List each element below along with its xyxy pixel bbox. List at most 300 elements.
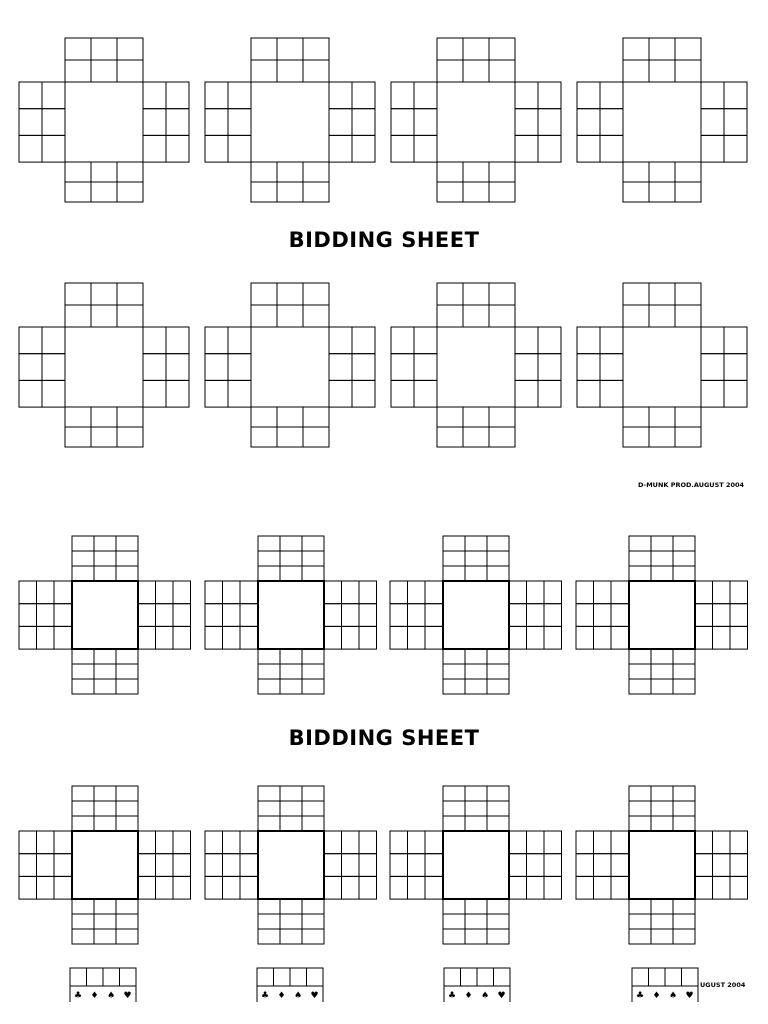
bid-cell[interactable] (65, 283, 91, 305)
bid-cell[interactable] (414, 109, 437, 136)
bid-cell[interactable] (489, 162, 515, 182)
bid-cell[interactable] (280, 816, 302, 831)
bid-cell[interactable] (701, 135, 724, 162)
bid-cell[interactable] (611, 604, 629, 627)
bid-cell[interactable] (515, 327, 538, 354)
bid-cell[interactable] (463, 182, 489, 202)
bid-cell[interactable] (324, 854, 342, 877)
bid-cell[interactable] (280, 929, 302, 944)
bid-cell[interactable] (303, 38, 329, 60)
bid-cell[interactable] (156, 626, 174, 649)
bid-cell[interactable] (156, 581, 174, 604)
bid-cell[interactable] (600, 135, 623, 162)
bid-cell[interactable] (116, 536, 138, 551)
bid-cell[interactable] (205, 831, 223, 854)
bid-cell[interactable] (94, 786, 116, 801)
bid-cell[interactable] (391, 380, 414, 407)
bid-cell[interactable] (623, 283, 649, 305)
bid-cell[interactable] (166, 135, 189, 162)
bid-cell[interactable] (91, 283, 117, 305)
bid-cell[interactable] (651, 536, 673, 551)
bid-cell[interactable] (280, 551, 302, 566)
bid-cell[interactable] (54, 876, 72, 899)
bid-cell[interactable] (277, 283, 303, 305)
bid-cell[interactable] (544, 626, 562, 649)
bid-cell[interactable] (280, 899, 302, 914)
bid-cell[interactable] (730, 854, 748, 877)
bid-cell[interactable] (594, 876, 612, 899)
bid-cell[interactable] (324, 581, 342, 604)
bid-cell[interactable] (205, 876, 223, 899)
bid-cell[interactable] (223, 831, 241, 854)
bid-cell[interactable] (414, 135, 437, 162)
bid-cell[interactable] (730, 626, 748, 649)
bid-cell[interactable] (116, 899, 138, 914)
bid-cell[interactable] (577, 135, 600, 162)
suit-strip-cell[interactable] (649, 968, 666, 986)
bid-cell[interactable] (117, 427, 143, 447)
bid-cell[interactable] (673, 664, 695, 679)
bid-cell[interactable] (515, 135, 538, 162)
bid-cell[interactable] (91, 162, 117, 182)
bid-cell[interactable] (54, 604, 72, 627)
bid-cell[interactable] (600, 109, 623, 136)
bid-cell[interactable] (324, 831, 342, 854)
bid-cell[interactable] (240, 831, 258, 854)
bid-cell[interactable] (489, 283, 515, 305)
bid-cell[interactable] (277, 162, 303, 182)
bid-cell[interactable] (72, 929, 94, 944)
bid-cell[interactable] (359, 604, 377, 627)
bid-cell[interactable] (240, 854, 258, 877)
bid-cell[interactable] (465, 679, 487, 694)
bid-cell[interactable] (359, 854, 377, 877)
bid-cell[interactable] (205, 82, 228, 109)
bid-cell[interactable] (390, 581, 408, 604)
bid-cell[interactable] (303, 162, 329, 182)
bid-cell[interactable] (527, 854, 545, 877)
bid-cell[interactable] (173, 831, 191, 854)
bid-cell[interactable] (205, 135, 228, 162)
bid-cell[interactable] (251, 162, 277, 182)
bid-cell[interactable] (65, 162, 91, 182)
bid-cell[interactable] (72, 914, 94, 929)
bid-cell[interactable] (701, 327, 724, 354)
bid-cell[interactable] (437, 283, 463, 305)
bid-cell[interactable] (576, 876, 594, 899)
bid-cell[interactable] (713, 831, 731, 854)
bid-cell[interactable] (675, 182, 701, 202)
bid-cell[interactable] (258, 914, 280, 929)
bid-cell[interactable] (629, 914, 651, 929)
bid-cell[interactable] (205, 380, 228, 407)
bid-cell[interactable] (117, 305, 143, 327)
bid-cell[interactable] (258, 566, 280, 581)
bid-cell[interactable] (37, 854, 55, 877)
bid-cell[interactable] (173, 626, 191, 649)
bid-cell[interactable] (629, 786, 651, 801)
bid-cell[interactable] (19, 581, 37, 604)
bid-cell[interactable] (673, 786, 695, 801)
bid-cell[interactable] (487, 929, 509, 944)
bid-cell[interactable] (37, 831, 55, 854)
bid-cell[interactable] (623, 305, 649, 327)
bid-cell[interactable] (465, 551, 487, 566)
bid-cell[interactable] (156, 876, 174, 899)
bid-cell[interactable] (463, 305, 489, 327)
bid-cell[interactable] (94, 929, 116, 944)
bid-cell[interactable] (544, 581, 562, 604)
bid-cell[interactable] (724, 380, 747, 407)
bid-cell[interactable] (701, 380, 724, 407)
bid-cell[interactable] (623, 162, 649, 182)
bid-cell[interactable] (437, 38, 463, 60)
bid-cell[interactable] (673, 929, 695, 944)
suit-strip-cell[interactable] (444, 968, 461, 986)
bid-cell[interactable] (329, 327, 352, 354)
suit-strip-cell[interactable] (257, 968, 274, 986)
bid-cell[interactable] (42, 82, 65, 109)
bid-cell[interactable] (408, 604, 426, 627)
bid-cell[interactable] (19, 831, 37, 854)
bid-cell[interactable] (94, 801, 116, 816)
bid-cell[interactable] (156, 854, 174, 877)
bid-cell[interactable] (443, 679, 465, 694)
bid-cell[interactable] (94, 816, 116, 831)
bid-cell[interactable] (390, 604, 408, 627)
bid-cell[interactable] (724, 109, 747, 136)
bid-cell[interactable] (538, 109, 561, 136)
bid-cell[interactable] (258, 816, 280, 831)
bid-cell[interactable] (724, 82, 747, 109)
bid-cell[interactable] (730, 604, 748, 627)
bid-cell[interactable] (538, 354, 561, 381)
bid-cell[interactable] (65, 182, 91, 202)
bid-cell[interactable] (117, 60, 143, 82)
bid-cell[interactable] (487, 551, 509, 566)
bid-cell[interactable] (329, 354, 352, 381)
bid-cell[interactable] (673, 679, 695, 694)
bid-cell[interactable] (280, 566, 302, 581)
bid-cell[interactable] (465, 649, 487, 664)
bid-cell[interactable] (713, 626, 731, 649)
bid-cell[interactable] (437, 427, 463, 447)
bid-cell[interactable] (240, 876, 258, 899)
bid-cell[interactable] (302, 786, 324, 801)
bid-cell[interactable] (391, 82, 414, 109)
bid-cell[interactable] (649, 305, 675, 327)
bid-cell[interactable] (65, 38, 91, 60)
suit-strip-cell[interactable] (70, 968, 87, 986)
bid-cell[interactable] (443, 664, 465, 679)
bid-cell[interactable] (463, 283, 489, 305)
bid-cell[interactable] (251, 182, 277, 202)
bid-cell[interactable] (329, 380, 352, 407)
bid-cell[interactable] (629, 664, 651, 679)
bid-cell[interactable] (143, 82, 166, 109)
bid-cell[interactable] (437, 162, 463, 182)
bid-cell[interactable] (577, 82, 600, 109)
bid-cell[interactable] (72, 649, 94, 664)
bid-cell[interactable] (611, 854, 629, 877)
bid-cell[interactable] (594, 626, 612, 649)
bid-cell[interactable] (629, 929, 651, 944)
bid-cell[interactable] (72, 664, 94, 679)
bid-cell[interactable] (724, 135, 747, 162)
bid-cell[interactable] (629, 899, 651, 914)
bid-cell[interactable] (487, 914, 509, 929)
bid-cell[interactable] (19, 604, 37, 627)
bid-cell[interactable] (173, 581, 191, 604)
bid-cell[interactable] (651, 679, 673, 694)
bid-cell[interactable] (437, 305, 463, 327)
bid-cell[interactable] (303, 427, 329, 447)
bid-cell[interactable] (54, 854, 72, 877)
bid-cell[interactable] (205, 109, 228, 136)
bid-cell[interactable] (138, 876, 156, 899)
suit-strip-cell[interactable] (461, 968, 478, 986)
bid-cell[interactable] (223, 581, 241, 604)
bid-cell[interactable] (258, 786, 280, 801)
bid-cell[interactable] (437, 407, 463, 427)
bid-cell[interactable] (425, 831, 443, 854)
bid-cell[interactable] (37, 604, 55, 627)
bid-cell[interactable] (329, 135, 352, 162)
bid-cell[interactable] (673, 551, 695, 566)
bid-cell[interactable] (515, 380, 538, 407)
bid-cell[interactable] (408, 581, 426, 604)
bid-cell[interactable] (116, 664, 138, 679)
bid-cell[interactable] (72, 551, 94, 566)
bid-cell[interactable] (489, 38, 515, 60)
bid-cell[interactable] (391, 109, 414, 136)
bid-cell[interactable] (303, 305, 329, 327)
bid-cell[interactable] (437, 60, 463, 82)
bid-cell[interactable] (487, 649, 509, 664)
bid-cell[interactable] (251, 283, 277, 305)
bid-cell[interactable] (443, 816, 465, 831)
bid-cell[interactable] (352, 327, 375, 354)
bid-cell[interactable] (166, 327, 189, 354)
bid-cell[interactable] (675, 407, 701, 427)
bid-cell[interactable] (277, 427, 303, 447)
bid-cell[interactable] (240, 581, 258, 604)
bid-cell[interactable] (651, 914, 673, 929)
bid-cell[interactable] (651, 786, 673, 801)
bid-cell[interactable] (390, 876, 408, 899)
bid-cell[interactable] (324, 876, 342, 899)
bid-cell[interactable] (54, 831, 72, 854)
bid-cell[interactable] (302, 551, 324, 566)
bid-cell[interactable] (443, 786, 465, 801)
bid-cell[interactable] (465, 914, 487, 929)
bid-cell[interactable] (205, 354, 228, 381)
bid-cell[interactable] (258, 536, 280, 551)
bid-cell[interactable] (509, 831, 527, 854)
bid-cell[interactable] (228, 82, 251, 109)
bid-cell[interactable] (138, 854, 156, 877)
bid-cell[interactable] (713, 581, 731, 604)
bid-cell[interactable] (72, 679, 94, 694)
bid-cell[interactable] (724, 327, 747, 354)
bid-cell[interactable] (651, 566, 673, 581)
bid-cell[interactable] (303, 60, 329, 82)
bid-cell[interactable] (116, 786, 138, 801)
bid-cell[interactable] (143, 354, 166, 381)
bid-cell[interactable] (280, 786, 302, 801)
bid-cell[interactable] (443, 566, 465, 581)
bid-cell[interactable] (223, 626, 241, 649)
bid-cell[interactable] (414, 327, 437, 354)
bid-cell[interactable] (594, 831, 612, 854)
bid-cell[interactable] (629, 816, 651, 831)
bid-cell[interactable] (42, 109, 65, 136)
bid-cell[interactable] (359, 831, 377, 854)
suit-strip-cell[interactable] (477, 968, 494, 986)
bid-cell[interactable] (437, 182, 463, 202)
bid-cell[interactable] (91, 305, 117, 327)
bid-cell[interactable] (701, 82, 724, 109)
bid-cell[interactable] (489, 305, 515, 327)
bid-cell[interactable] (65, 407, 91, 427)
bid-cell[interactable] (116, 566, 138, 581)
bid-cell[interactable] (489, 182, 515, 202)
bid-cell[interactable] (487, 801, 509, 816)
bid-cell[interactable] (443, 801, 465, 816)
bid-cell[interactable] (443, 536, 465, 551)
bid-cell[interactable] (240, 626, 258, 649)
bid-cell[interactable] (240, 604, 258, 627)
bid-cell[interactable] (302, 899, 324, 914)
bid-cell[interactable] (623, 60, 649, 82)
bid-cell[interactable] (576, 581, 594, 604)
bid-cell[interactable] (352, 380, 375, 407)
bid-cell[interactable] (675, 162, 701, 182)
bid-cell[interactable] (303, 182, 329, 202)
bid-cell[interactable] (649, 38, 675, 60)
bid-cell[interactable] (42, 380, 65, 407)
bid-cell[interactable] (359, 626, 377, 649)
bid-cell[interactable] (116, 816, 138, 831)
bid-cell[interactable] (463, 407, 489, 427)
bid-cell[interactable] (509, 581, 527, 604)
bid-cell[interactable] (623, 427, 649, 447)
bid-cell[interactable] (116, 929, 138, 944)
bid-cell[interactable] (463, 60, 489, 82)
bid-cell[interactable] (425, 581, 443, 604)
bid-cell[interactable] (359, 581, 377, 604)
bid-cell[interactable] (258, 649, 280, 664)
bid-cell[interactable] (65, 305, 91, 327)
bid-cell[interactable] (324, 626, 342, 649)
bid-cell[interactable] (391, 327, 414, 354)
bid-cell[interactable] (117, 407, 143, 427)
bid-cell[interactable] (42, 327, 65, 354)
bid-cell[interactable] (594, 604, 612, 627)
bid-cell[interactable] (72, 786, 94, 801)
bid-cell[interactable] (42, 135, 65, 162)
bid-cell[interactable] (463, 427, 489, 447)
bid-cell[interactable] (228, 327, 251, 354)
bid-cell[interactable] (443, 551, 465, 566)
bid-cell[interactable] (408, 626, 426, 649)
bid-cell[interactable] (251, 305, 277, 327)
bid-cell[interactable] (156, 604, 174, 627)
bid-cell[interactable] (651, 551, 673, 566)
bid-cell[interactable] (37, 581, 55, 604)
bid-cell[interactable] (116, 914, 138, 929)
bid-cell[interactable] (414, 82, 437, 109)
bid-cell[interactable] (463, 162, 489, 182)
bid-cell[interactable] (277, 407, 303, 427)
bid-cell[interactable] (730, 831, 748, 854)
bid-cell[interactable] (228, 135, 251, 162)
bid-cell[interactable] (577, 380, 600, 407)
suit-strip-cell[interactable] (682, 968, 699, 986)
bid-cell[interactable] (156, 831, 174, 854)
bid-cell[interactable] (649, 407, 675, 427)
bid-cell[interactable] (143, 109, 166, 136)
bid-cell[interactable] (544, 854, 562, 877)
bid-cell[interactable] (713, 854, 731, 877)
bid-cell[interactable] (205, 854, 223, 877)
bid-cell[interactable] (489, 427, 515, 447)
bid-cell[interactable] (277, 60, 303, 82)
bid-cell[interactable] (166, 109, 189, 136)
bid-cell[interactable] (675, 38, 701, 60)
bid-cell[interactable] (730, 581, 748, 604)
bid-cell[interactable] (465, 786, 487, 801)
bid-cell[interactable] (352, 109, 375, 136)
bid-cell[interactable] (173, 854, 191, 877)
bid-cell[interactable] (629, 536, 651, 551)
bid-cell[interactable] (166, 380, 189, 407)
bid-cell[interactable] (538, 135, 561, 162)
bid-cell[interactable] (65, 60, 91, 82)
bid-cell[interactable] (465, 929, 487, 944)
bid-cell[interactable] (651, 801, 673, 816)
bid-cell[interactable] (117, 38, 143, 60)
bid-cell[interactable] (302, 679, 324, 694)
bid-cell[interactable] (651, 816, 673, 831)
bid-cell[interactable] (116, 649, 138, 664)
bid-cell[interactable] (695, 854, 713, 877)
bid-cell[interactable] (509, 604, 527, 627)
bid-cell[interactable] (54, 626, 72, 649)
bid-cell[interactable] (91, 182, 117, 202)
bid-cell[interactable] (91, 38, 117, 60)
bid-cell[interactable] (673, 914, 695, 929)
bid-cell[interactable] (487, 566, 509, 581)
bid-cell[interactable] (527, 831, 545, 854)
bid-cell[interactable] (629, 551, 651, 566)
bid-cell[interactable] (425, 854, 443, 877)
bid-cell[interactable] (258, 899, 280, 914)
bid-cell[interactable] (675, 305, 701, 327)
bid-cell[interactable] (701, 109, 724, 136)
bid-cell[interactable] (329, 109, 352, 136)
bid-cell[interactable] (303, 407, 329, 427)
bid-cell[interactable] (37, 626, 55, 649)
bid-cell[interactable] (19, 82, 42, 109)
bid-cell[interactable] (342, 876, 360, 899)
bid-cell[interactable] (94, 551, 116, 566)
bid-cell[interactable] (72, 566, 94, 581)
bid-cell[interactable] (443, 899, 465, 914)
bid-cell[interactable] (280, 914, 302, 929)
bid-cell[interactable] (280, 679, 302, 694)
bid-cell[interactable] (19, 327, 42, 354)
